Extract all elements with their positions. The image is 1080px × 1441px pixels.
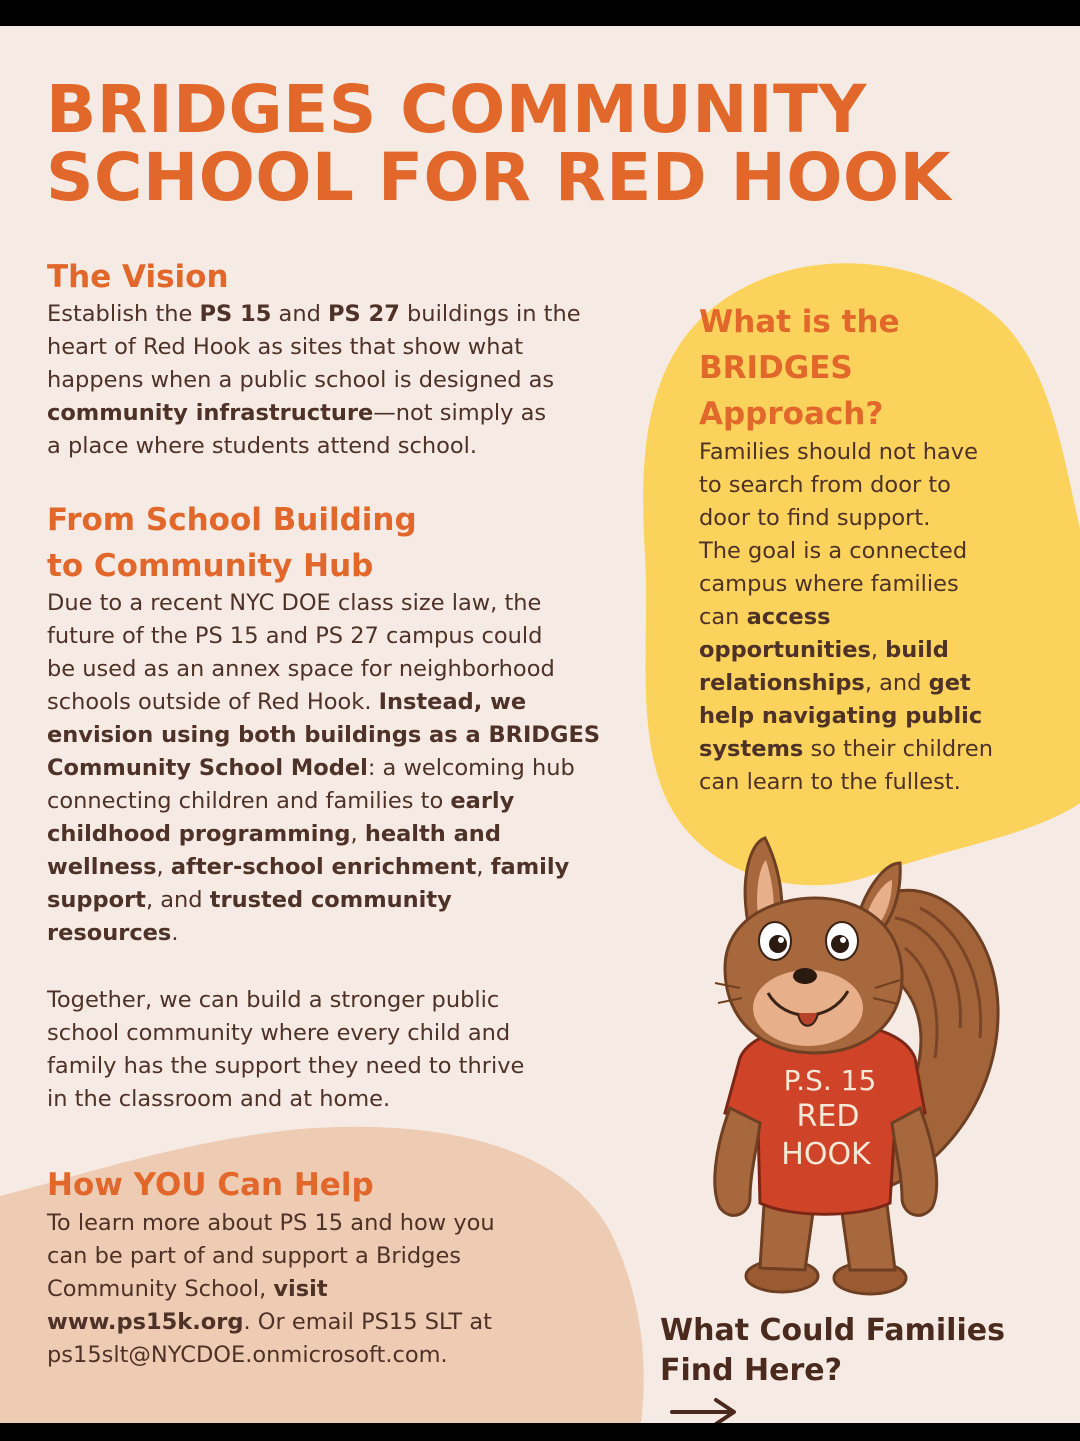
title-line-1: BRIDGES COMMUNITY [46, 71, 867, 148]
cta-line-1: What Could Families [660, 1313, 1005, 1348]
vision-heading: The Vision [47, 259, 229, 295]
approach-text: Families should not have to search from door to door to find support. The goal is a connected campus where families can access opportunities, build relationships, and get help navigating public systems so their children can learn to the fullest. [699, 439, 993, 795]
help-heading: How YOU Can Help [47, 1167, 374, 1203]
hub-text: Due to a recent NYC DOE class size law, the future of the PS 15 and PS 27 campus could be used as an annex space for neighborhood schools outside of Red Hook. Instead, we envision using both buildings as a BRIDGES Community School Model: a welcoming hub connecting children and families to early childhood programming, health and wellness, after-school enrichment, family support, and trusted community resources. [47, 590, 601, 946]
flyer-page [0, 26, 1080, 1423]
shirt-text-line-1: P.S. 15 [783, 1064, 877, 1097]
page-title [46, 71, 952, 216]
website-link[interactable]: www.ps15k.org [47, 1309, 244, 1335]
help-text: To learn more about PS 15 and how you can be part of and support a Bridges Community School, visit www.ps15k.org. Or email PS15 SLT at ps15slt@NYCDOE.onmicrosoft.com. [47, 1207, 495, 1372]
together-text: Together, we can build a stronger public school community where every child and family has the support they need to thrive in the classroom and at home. [47, 987, 525, 1112]
arrow-right-icon [670, 1397, 740, 1424]
vision-text: Establish the PS 15 and PS 27 buildings in the heart of Red Hook as sites that show what happens when a public school is designed as community infrastructure—not simply as a place where students attend school. [47, 301, 581, 459]
shirt-text-line-3: HOOK [781, 1137, 871, 1172]
cta-link[interactable] [660, 1311, 1005, 1423]
approach-heading: What is the BRIDGES Approach? [699, 304, 900, 432]
title-line-2: SCHOOL FOR RED HOOK [46, 139, 952, 216]
email-address[interactable]: ps15slt@NYCDOE.onmicrosoft.com. [47, 1342, 448, 1368]
cta-line-2: Find Here? [660, 1353, 843, 1388]
hub-heading: From School Building to Community Hub [47, 502, 417, 584]
squirrel-mascot-illustration [680, 808, 1010, 1308]
shirt-text-line-2: RED [796, 1099, 860, 1134]
